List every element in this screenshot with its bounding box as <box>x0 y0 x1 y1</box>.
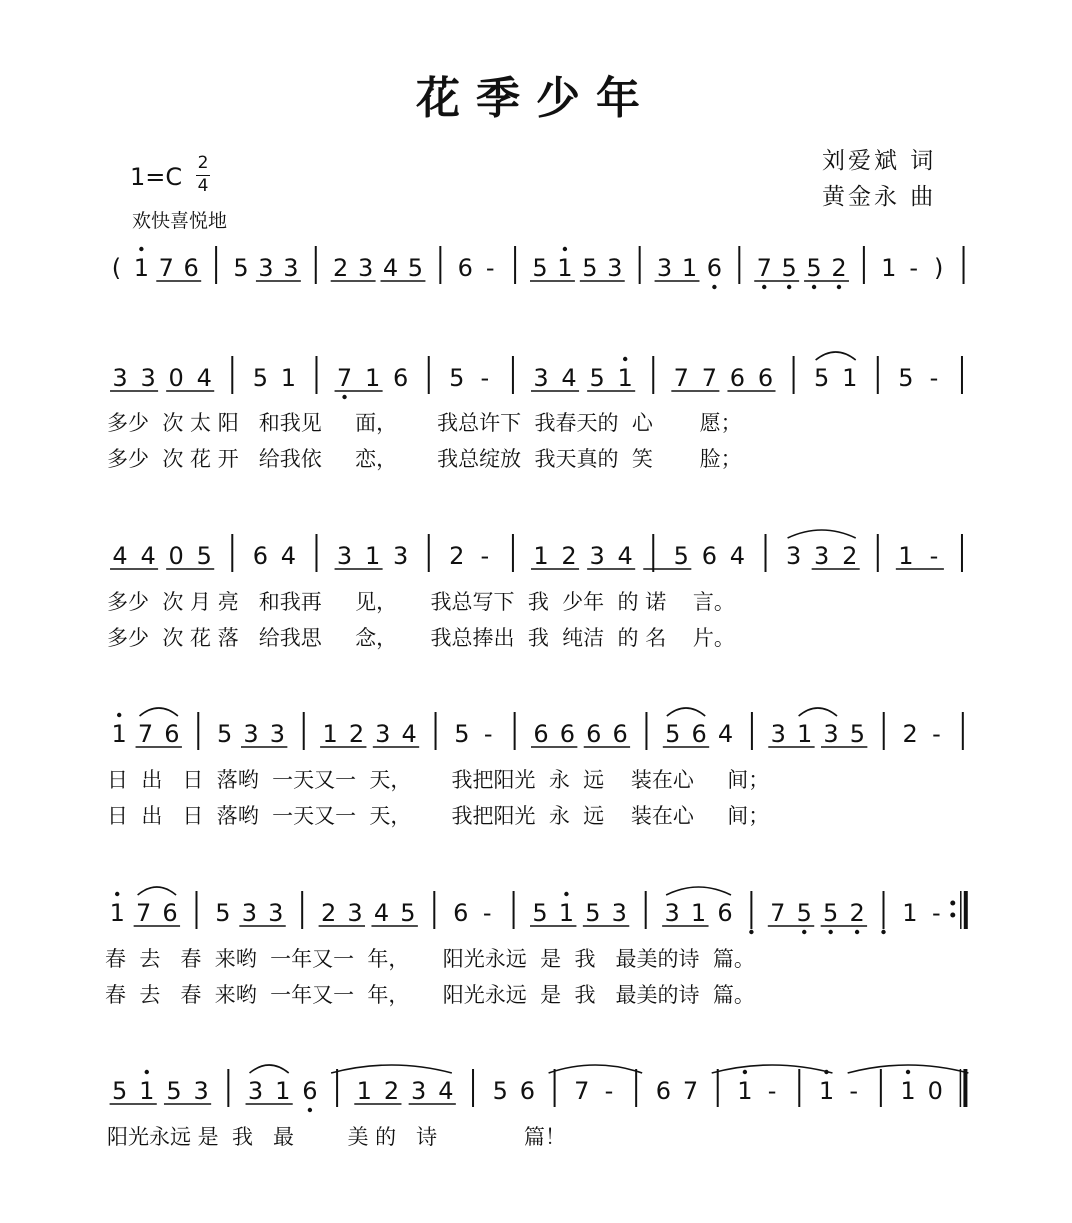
slur-arc <box>140 708 178 716</box>
note: 5 <box>582 254 598 282</box>
note: 1 <box>111 720 127 748</box>
note: 5 <box>532 899 548 927</box>
note: 6 <box>533 720 549 748</box>
note: 3 <box>112 364 128 392</box>
note: 4 <box>401 720 417 748</box>
note: 3 <box>247 1077 264 1105</box>
composer-credit: 黄金永 曲 <box>822 184 937 210</box>
note: 1 <box>139 1077 155 1105</box>
note: 1 <box>364 542 381 570</box>
note: 2 <box>561 542 577 570</box>
note: 6 <box>252 542 268 570</box>
low-octave-dot <box>828 930 832 934</box>
note: 3 <box>140 364 156 392</box>
note: 6 <box>717 899 733 927</box>
note: - <box>480 364 490 392</box>
note: 3 <box>336 542 353 570</box>
note: 5 <box>233 254 249 282</box>
low-octave-dot <box>787 285 791 289</box>
note: 0 <box>168 542 184 570</box>
note: 3 <box>357 254 374 282</box>
note: 5 <box>252 364 268 392</box>
note: 3 <box>533 364 549 392</box>
low-octave-dot <box>308 1108 312 1112</box>
note: 1 <box>275 1077 291 1105</box>
note: - <box>482 899 492 927</box>
note: 6 <box>393 364 409 392</box>
note: 3 <box>283 254 299 282</box>
high-octave-dot <box>117 713 121 717</box>
slur-arc <box>799 708 837 716</box>
note: 1 <box>898 542 914 570</box>
note: 1 <box>109 899 125 927</box>
note: 2 <box>320 899 337 927</box>
note: 7 <box>574 1077 590 1105</box>
note: 3 <box>770 720 786 748</box>
note: 6 <box>183 254 199 282</box>
note: 3 <box>785 542 802 570</box>
note: 4 <box>729 542 746 570</box>
note: 1 <box>690 899 707 927</box>
note: 6 <box>162 899 178 927</box>
note: 5 <box>665 720 681 748</box>
lyric-line: 日 出 日 落哟 一天又一 天， 我把阳光 永 远 装在心 间； <box>107 804 770 828</box>
slur-arc <box>816 352 856 360</box>
note: 2 <box>333 254 349 282</box>
note: 6 <box>164 720 180 748</box>
note: 3 <box>268 899 284 927</box>
note: 3 <box>656 254 673 282</box>
note: 3 <box>823 720 839 748</box>
note: 1 <box>818 1077 835 1105</box>
note: 7 <box>770 899 786 927</box>
high-octave-dot <box>145 1070 149 1074</box>
note: 3 <box>393 542 409 570</box>
low-octave-dot <box>855 930 859 934</box>
note: 6 <box>706 254 723 282</box>
note: 1 <box>617 364 633 392</box>
note: 4 <box>196 364 212 392</box>
note: 3 <box>607 254 623 282</box>
note: 4 <box>373 899 390 927</box>
note: 5 <box>216 720 233 748</box>
note: - <box>929 542 939 570</box>
note: 3 <box>611 899 627 927</box>
note: 1 <box>902 899 918 927</box>
slur-arc <box>138 887 176 895</box>
note: - <box>485 254 495 282</box>
key-signature: 1=C <box>130 163 183 191</box>
note: 5 <box>196 542 212 570</box>
note: 1 <box>533 542 549 570</box>
note: 1 <box>133 254 150 282</box>
slur-arc <box>712 1065 833 1073</box>
note: 3 <box>814 542 830 570</box>
lyric-line: 多少 次 花 开 给我依 恋， 我总绽放 我天真的 笑 脸； <box>107 447 742 471</box>
note: 5 <box>454 720 470 748</box>
note: 6 <box>586 720 602 748</box>
note: - <box>849 1077 858 1105</box>
note: 3 <box>664 899 680 927</box>
note: 7 <box>756 254 772 282</box>
note: 4 <box>112 542 128 570</box>
note: - <box>483 720 493 748</box>
note: 7 <box>137 720 154 748</box>
note: 3 <box>347 899 363 927</box>
note: 7 <box>336 364 353 392</box>
note: 5 <box>400 899 416 927</box>
high-octave-dot <box>564 892 568 896</box>
note: 5 <box>589 364 605 392</box>
note: 6 <box>701 542 718 570</box>
repeat-dot <box>950 913 955 918</box>
note: 7 <box>673 364 689 392</box>
note: - <box>767 1077 777 1105</box>
note: 4 <box>717 720 734 748</box>
repeat-dot <box>950 901 955 906</box>
note: 5 <box>796 899 812 927</box>
low-octave-dot <box>881 930 885 934</box>
note: 6 <box>655 1077 671 1105</box>
note: ( <box>111 254 122 282</box>
note: 5 <box>781 254 797 282</box>
high-octave-dot <box>139 247 143 251</box>
tempo-marking: 欢快喜悦地 <box>132 210 228 232</box>
slur-arc <box>250 1065 289 1073</box>
note: 2 <box>849 899 865 927</box>
note: - <box>909 254 919 282</box>
note: 6 <box>612 720 628 748</box>
note: 2 <box>348 720 365 748</box>
lyric-line: 春 去 春 来哟 一年又一 年， 阳光永远 是 我 最美的诗 篇。 <box>105 947 755 971</box>
note: 5 <box>215 899 231 927</box>
high-octave-dot <box>623 357 627 361</box>
note: 4 <box>438 1077 454 1105</box>
note: 4 <box>280 542 297 570</box>
note: 5 <box>849 720 866 748</box>
lyric-line: 阳光永远 是 我 最 美 的 诗 篇！ <box>107 1125 566 1149</box>
note: 5 <box>898 364 914 392</box>
note: 0 <box>168 364 184 392</box>
note: 5 <box>806 254 822 282</box>
note: - <box>932 899 941 927</box>
note: - <box>929 364 939 392</box>
note: 5 <box>407 254 424 282</box>
time-signature-bottom: 4 <box>197 176 209 196</box>
note: 3 <box>411 1077 427 1105</box>
lyric-line: 春 去 春 来哟 一年又一 年， 阳光永远 是 我 最美的诗 篇。 <box>105 983 755 1007</box>
note: 5 <box>814 364 830 392</box>
note: 2 <box>902 720 918 748</box>
note: 4 <box>140 542 156 570</box>
note: 5 <box>492 1077 508 1105</box>
note: 5 <box>166 1077 182 1105</box>
slur-arc <box>666 887 731 895</box>
note: 1 <box>900 1077 916 1105</box>
note: 1 <box>356 1077 372 1105</box>
note: 1 <box>557 254 573 282</box>
note: 1 <box>558 899 575 927</box>
note: 2 <box>831 254 847 282</box>
high-octave-dot <box>563 247 567 251</box>
note: 6 <box>691 720 707 748</box>
lyricist-credit: 刘爱斌 词 <box>822 148 937 174</box>
high-octave-dot <box>115 892 119 896</box>
slur-arc <box>788 530 856 538</box>
note: 6 <box>457 254 473 282</box>
note: 5 <box>585 899 601 927</box>
lyric-line: 多少 次 太 阳 和我见 面， 我总许下 我春天的 心 愿； <box>107 411 742 435</box>
note: 4 <box>617 542 633 570</box>
note: 3 <box>269 720 286 748</box>
note: 1 <box>681 254 698 282</box>
note: 3 <box>589 542 605 570</box>
note: 1 <box>796 720 813 748</box>
note: 4 <box>382 254 399 282</box>
note: 6 <box>519 1077 536 1105</box>
note: ) <box>933 254 944 282</box>
note: 7 <box>158 254 174 282</box>
note: - <box>604 1077 614 1105</box>
note: 1 <box>364 364 381 392</box>
note: 2 <box>449 542 465 570</box>
note: 5 <box>532 254 548 282</box>
slur-arc <box>331 1065 452 1073</box>
note: 3 <box>241 899 257 927</box>
note: 2 <box>842 542 858 570</box>
note: 7 <box>682 1077 699 1105</box>
lyric-line: 多少 次 月 亮 和我再 见， 我总写下 我 少年 的 诺 言。 <box>107 590 735 614</box>
note: 2 <box>383 1077 400 1105</box>
note: 3 <box>375 720 391 748</box>
slur-arc <box>667 708 705 716</box>
low-octave-dot <box>802 930 806 934</box>
note: 5 <box>449 364 465 392</box>
high-octave-dot <box>906 1070 910 1074</box>
note: 1 <box>280 364 297 392</box>
low-octave-dot <box>712 285 716 289</box>
note: 6 <box>453 899 469 927</box>
low-octave-dot <box>762 285 766 289</box>
low-octave-dot <box>342 395 346 399</box>
note: 3 <box>193 1077 209 1105</box>
note: 1 <box>737 1077 753 1105</box>
note: 3 <box>258 254 274 282</box>
song-title: 花季少年 <box>416 73 656 124</box>
note: 5 <box>823 899 839 927</box>
note: 1 <box>842 364 858 392</box>
note: - <box>480 542 490 570</box>
time-signature-top: 2 <box>197 153 209 173</box>
slur-arc <box>549 1065 643 1073</box>
low-octave-dot <box>812 285 816 289</box>
note: 7 <box>701 364 718 392</box>
high-octave-dot <box>743 1070 747 1074</box>
low-octave-dot <box>749 930 753 934</box>
note: 5 <box>111 1077 128 1105</box>
note: 4 <box>561 364 577 392</box>
lyric-line: 多少 次 花 落 给我思 念， 我总捧出 我 纯洁 的 名 片。 <box>107 626 735 650</box>
low-octave-dot <box>837 285 841 289</box>
lyric-line: 日 出 日 落哟 一天又一 天， 我把阳光 永 远 装在心 间； <box>107 768 770 792</box>
note: 6 <box>757 364 774 392</box>
note: 6 <box>559 720 576 748</box>
note: 7 <box>135 899 152 927</box>
note: 3 <box>243 720 259 748</box>
note: 6 <box>302 1077 318 1105</box>
note: 0 <box>927 1077 943 1105</box>
note: 1 <box>881 254 897 282</box>
note: 5 <box>673 542 689 570</box>
note: 1 <box>322 720 338 748</box>
note: - <box>932 720 941 748</box>
note: 6 <box>729 364 746 392</box>
